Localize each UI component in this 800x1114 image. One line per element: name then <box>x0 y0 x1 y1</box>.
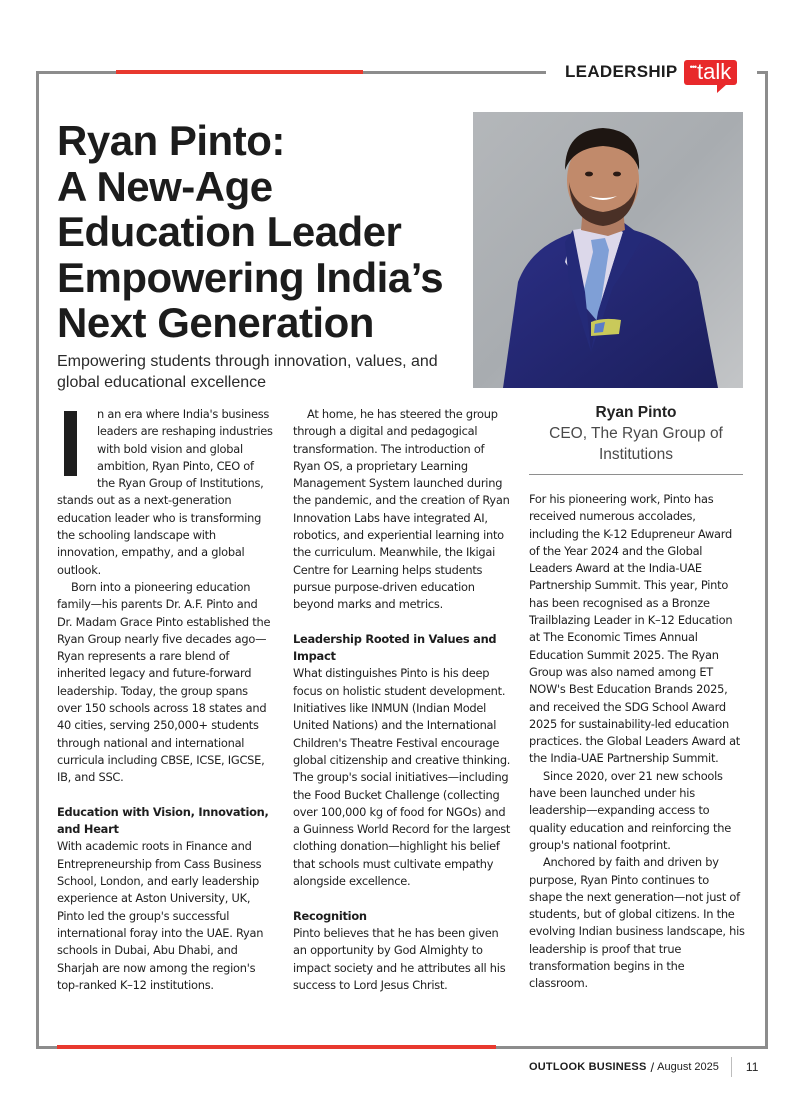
section-label <box>565 56 737 88</box>
accent-line-top <box>116 70 363 74</box>
caption-name: Ryan Pinto <box>595 404 677 421</box>
paragraph: Pinto believes that he has been given an opportunity by God Almighty to impact society and he attributes all his success to Lord Jesus Christ. <box>293 925 506 992</box>
title-line: A New-Age <box>57 162 273 210</box>
section-label-word: LEADERSHIP <box>565 62 678 81</box>
article-column-3 <box>529 491 745 993</box>
paragraph: With academic roots in Finance and Entrepreneurship from Cass Business School, London, and early leadership experience at Aston University, UK, Pinto led the group's successful international foray into the UAE. Ryan schools in Dubai, Abu Dhabi, and Sharjah are now among the region's top-ranked K–12 institutions. <box>57 839 264 992</box>
article-deck: Empowering students through innovation, values, and global educational excellence <box>57 353 438 391</box>
paragraph: What distinguishes Pinto is his deep focus on holistic student development. Initiatives like INMUN (Indian Model United Nations) and the International Children's Theatre Festival encourage global citizenship and creative thinking. The group's social initiatives—including the Food Bucket Challenge (collecting over 100,000 kg of food for NGOs) and a Guinness World Record for the largest clothing donation—highlight his belief that schools must cultivate empathy alongside excellence. <box>293 666 511 889</box>
talk-badge-text: talk <box>697 58 732 84</box>
portrait-photo <box>473 112 743 388</box>
frame-bottom-left-segment <box>36 1046 58 1049</box>
subheading: Recognition <box>293 908 367 923</box>
caption-role: CEO, The Ryan Group of Institutions <box>549 425 723 463</box>
caption-divider <box>529 474 743 475</box>
subheading: Leadership Rooted in Values and Impact <box>293 631 497 664</box>
speech-dots-icon: ••• <box>689 61 697 72</box>
article-title <box>57 118 477 346</box>
article-column-1 <box>57 406 273 994</box>
paragraph: At home, he has steered the group through a digital and pedagogical transformation. The introduction of Ryan OS, a proprietary Learning Management System launched during the pandemic, and the creation of Ryan Innovation Labs have integrated AI, robotics, and experiential learning into the curriculum. Meanwhile, the Ikigai Centre for Learning helps students pursue purpose-driven education beyond marks and metrics. <box>293 407 510 612</box>
speech-bubble-tail-icon <box>717 84 727 93</box>
issue-date: August 2025 <box>657 1061 719 1073</box>
frame-top-right-segment <box>363 71 546 74</box>
page-footer <box>529 1057 758 1077</box>
article-column-2 <box>293 406 511 994</box>
subheading: Education with Vision, Innovation, and Heart <box>57 804 269 837</box>
paragraph: n an era where India's business leaders are reshaping industries with bold vision and global ambition, Ryan Pinto, CEO of the Ryan Group of Institutions, stands out as a next-generation education leader who is transforming the schooling landscape with innovation, empathy, and a global outlook. <box>57 407 273 577</box>
frame-right <box>765 71 768 1049</box>
photo-caption <box>529 403 743 465</box>
paragraph: Anchored by faith and driven by purpose, Ryan Pinto continues to shape the next generation—not just of students, but of global citizens. In the evolving Indian business landscape, his leadership is proof that true transformation begins in the classroom. <box>529 855 745 991</box>
title-line: Ryan Pinto: <box>57 117 285 164</box>
title-line: Next Generation <box>57 299 374 346</box>
page-number: 11 <box>745 1060 759 1074</box>
footer-divider <box>731 1057 732 1077</box>
accent-line-bottom <box>57 1045 496 1049</box>
frame-bottom-right-segment <box>496 1046 768 1049</box>
paragraph: Born into a pioneering education family—his parents Dr. A.F. Pinto and Dr. Madam Grace Pinto established the Ryan Group nearly five decades ago—Ryan represents a rare blend of inherited legacy and future-forward leadership. Today, the group spans over 150 schools across 18 states and 40 cities, serving 250,000+ students through national and international curricula including CBSE, ICSE, IGCSE, IB, and SSC. <box>57 579 271 785</box>
footer-slash: / <box>650 1059 655 1075</box>
dropcap-letter-i <box>64 411 77 476</box>
paragraph: For his pioneering work, Pinto has received numerous accolades, including the K-12 Edupreneur Award of the Year 2024 and the Global Leaders Award at the India-UAE Partnership Summit. This year, Pinto has been recognised as a Bronze Trailblazing Leader in K–12 Education at The Economic Times Annual Education Summit 2025. The Ryan Group was also named among ET NOW's Best Education Brands 2025, and received the SDG School Award 2025 for sustainability-led education practices. the Global Leaders Award at the India-UAE Partnership Summit. <box>529 492 741 766</box>
frame-top-left-segment <box>36 71 116 74</box>
frame-left <box>36 71 39 1049</box>
title-line: Education Leader <box>57 208 402 255</box>
publication-name: OUTLOOK BUSINESS <box>529 1061 647 1073</box>
talk-badge <box>684 60 738 85</box>
portrait-illustration <box>473 112 743 388</box>
paragraph: Since 2020, over 21 new schools have been launched under his leadership—expanding access to quality education and reinforcing the group's national footprint. <box>529 768 731 852</box>
title-line: Empowering India’s <box>57 253 444 301</box>
